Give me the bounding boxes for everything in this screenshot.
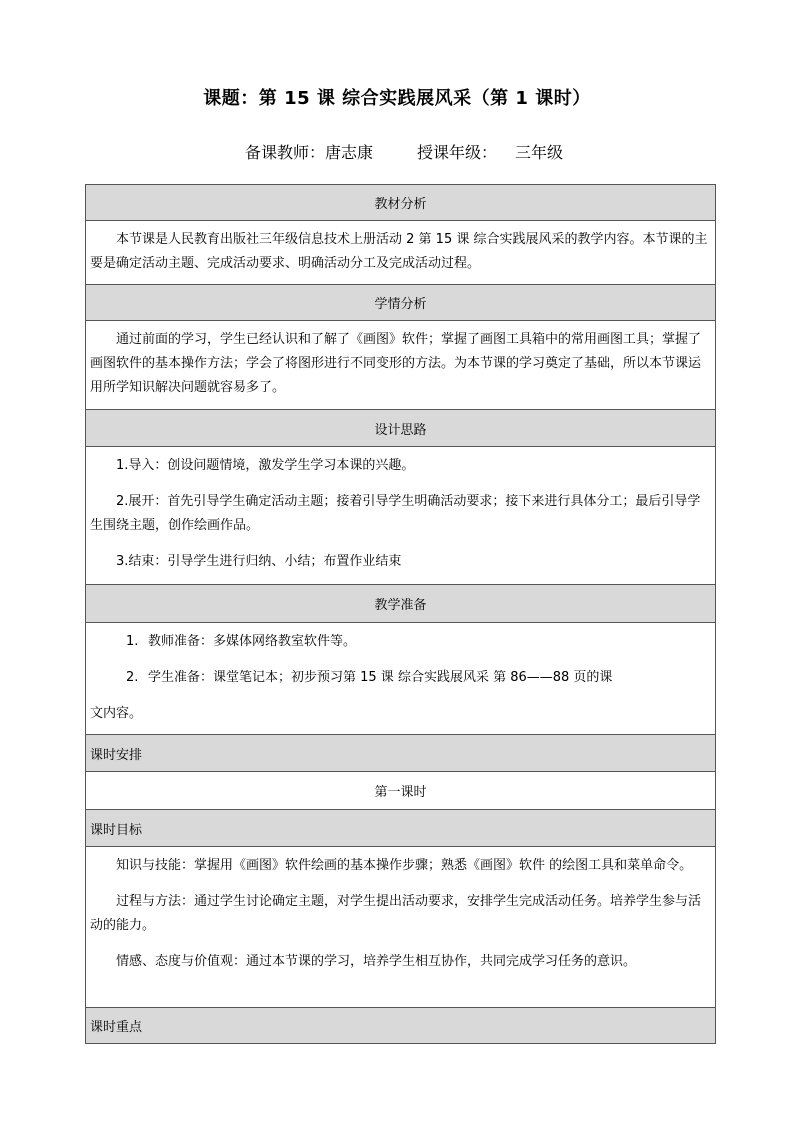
grade-value: 三年级 xyxy=(515,143,564,162)
schedule-value: 第一课时 xyxy=(86,772,716,810)
lesson-meta xyxy=(245,140,563,163)
learner-text: 通过前面的学习，学生已经认识和了解了《画图》软件；掌握了画图工具箱中的常用画图工具；掌握了画图软件的基本操作方法；学会了将图形进行不同变形的方法。为本节课的学习奠定了基础，所以本节课运用所学知识解决问题就容易多了。 xyxy=(90,332,702,395)
page-title: 课题：第 15 课 综合实践展风采（第 1 课时） xyxy=(203,88,591,109)
prep-header: 教学准备 xyxy=(86,585,716,623)
prep-item-2 xyxy=(90,666,711,690)
material-content xyxy=(86,221,716,285)
prep-content xyxy=(86,623,716,735)
learner-header: 学情分析 xyxy=(86,285,716,321)
goals-item-2: 过程与方法：通过学生讨论确定主题，对学生提出活动要求，安排学生完成活动任务。培养学生参与活动的能力。 xyxy=(90,894,702,933)
design-content xyxy=(86,447,716,585)
design-item-1: 1.导入：创设问题情境，激发学生学习本课的兴趣。 xyxy=(116,458,415,473)
prep-item-2-num: 2. xyxy=(126,670,139,685)
schedule-header: 课时安排 xyxy=(86,735,716,772)
learner-content xyxy=(86,321,716,410)
goals-item-3: 情感、态度与价值观：通过本节课的学习，培养学生相互协作，共同完成学习任务的意识。 xyxy=(116,954,637,969)
material-header: 教材分析 xyxy=(86,185,716,221)
design-item-3: 3.结束：引导学生进行归纳、小结；布置作业结束 xyxy=(116,554,402,569)
grade-label: 授课年级： xyxy=(417,143,498,162)
focus-header: 课时重点 xyxy=(86,1008,716,1044)
lesson-plan-table xyxy=(85,184,716,1044)
prep-item-2-text: 学生准备：课堂笔记本；初步预习第 15 课 综合实践展风采 第 86——88 页的课 xyxy=(148,670,613,685)
teacher-name: 唐志康 xyxy=(325,143,374,162)
material-text: 本节课是人民教育出版社三年级信息技术上册活动 2 第 15 课 综合实践展风采的教学内容。本节课的主要是确定活动主题、完成活动要求、明确活动分工及完成活动过程。 xyxy=(90,232,708,271)
prep-item-1-num: 1. xyxy=(126,634,139,649)
design-header: 设计思路 xyxy=(86,410,716,447)
teacher-label: 备课教师： xyxy=(245,143,326,162)
goals-item-1: 知识与技能：掌握用《画图》软件绘画的基本操作步骤；熟悉《画图》软件 的绘图工具和菜单命令。 xyxy=(116,858,693,873)
prep-item-1-text: 教师准备：多媒体网络教室软件等。 xyxy=(148,634,357,649)
design-item-2: 2.展开：首先引导学生确定活动主题；接着引导学生明确活动要求；接下来进行具体分工；最后引导学生围绕主题，创作绘画作品。 xyxy=(90,494,701,533)
goals-content xyxy=(86,847,716,1008)
goals-header: 课时目标 xyxy=(86,810,716,847)
prep-continuation: 文内容。 xyxy=(90,706,143,721)
prep-item-1 xyxy=(90,630,711,654)
